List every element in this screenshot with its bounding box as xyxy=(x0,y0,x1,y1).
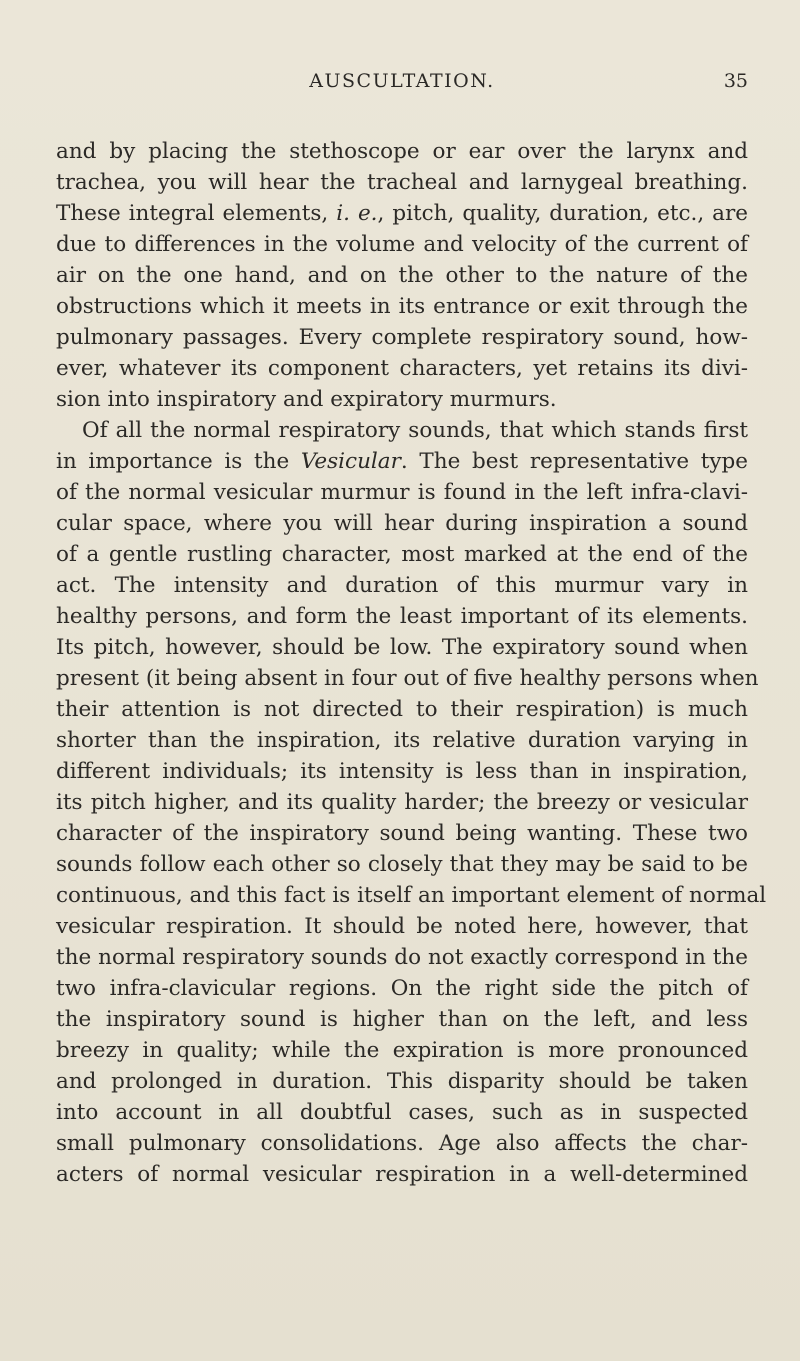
text-line: acters of normal vesicular respiration in a well-determined xyxy=(56,1162,748,1187)
italic-text: i. e. xyxy=(336,201,378,226)
paragraph-1 xyxy=(56,136,748,415)
text-line: vesicular respiration. It should be noted here, however, that xyxy=(56,914,748,939)
text-line: and by placing the stethoscope or ear over the larynx and xyxy=(56,139,748,164)
text-line: different individuals; its intensity is less than in inspiration, xyxy=(56,759,748,784)
running-title: AUSCULTATION. xyxy=(309,70,495,92)
text-line: due to differences in the volume and velocity of the current of xyxy=(56,232,748,257)
body-text xyxy=(56,136,767,1190)
text-line: continuous, and this fact is itself an important element of normal xyxy=(56,883,767,908)
text-line: their attention is not directed to their respiration) is much xyxy=(56,697,748,722)
text-line: and prolonged in duration. This disparity should be taken xyxy=(56,1069,748,1094)
text-line: trachea, you will hear the tracheal and larnygeal breathing. xyxy=(56,170,748,195)
text-line: two infra-clavicular regions. On the right side the pitch of xyxy=(56,976,748,1001)
text-line: breezy in quality; while the expiration is more pronounced xyxy=(56,1038,748,1063)
text-line: These integral elements, i. e., pitch, quality, duration, etc., are xyxy=(56,201,748,226)
text-line: character of the inspiratory sound being wanting. These two xyxy=(56,821,748,846)
text-line: shorter than the inspiration, its relative duration varying in xyxy=(56,728,748,753)
text-line: Of all the normal respiratory sounds, that which stands first xyxy=(82,418,748,443)
text-line: in importance is the Vesicular. The best representative type xyxy=(56,449,748,474)
text-line: of a gentle rustling character, most marked at the end of the xyxy=(56,542,748,567)
text-line: into account in all doubtful cases, such as in suspected xyxy=(56,1100,748,1125)
text-line: Its pitch, however, should be low. The expiratory sound when xyxy=(56,635,748,660)
paragraph-2 xyxy=(56,415,767,1190)
text-line: its pitch higher, and its quality harder; the breezy or vesicular xyxy=(56,790,748,815)
text-line: the normal respiratory sounds do not exactly correspond in the xyxy=(56,945,748,970)
text-line: healthy persons, and form the least important of its elements. xyxy=(56,604,748,629)
text-line: obstructions which it meets in its entrance or exit through the xyxy=(56,294,748,319)
text-line: of the normal vesicular murmur is found in the left infra-clavi- xyxy=(56,480,748,505)
text-line: sion into inspiratory and expiratory murmurs. xyxy=(56,387,557,412)
italic-text: Vesicular xyxy=(300,449,401,474)
text-line: sounds follow each other so closely that they may be said to be xyxy=(56,852,748,877)
text-line: act. The intensity and duration of this murmur vary in xyxy=(56,573,748,598)
text-line: cular space, where you will hear during inspiration a sound xyxy=(56,511,748,536)
text-line: present (it being absent in four out of five healthy persons when xyxy=(56,666,759,691)
running-head xyxy=(56,70,748,100)
text-line: pulmonary passages. Every complete respiratory sound, how- xyxy=(56,325,748,350)
text-line: the inspiratory sound is higher than on the left, and less xyxy=(56,1007,748,1032)
text-line: air on the one hand, and on the other to the nature of the xyxy=(56,263,748,288)
page-number: 35 xyxy=(723,70,748,92)
text-line: small pulmonary consolidations. Age also affects the char- xyxy=(56,1131,748,1156)
text-line: ever, whatever its component characters, yet retains its divi- xyxy=(56,356,748,381)
